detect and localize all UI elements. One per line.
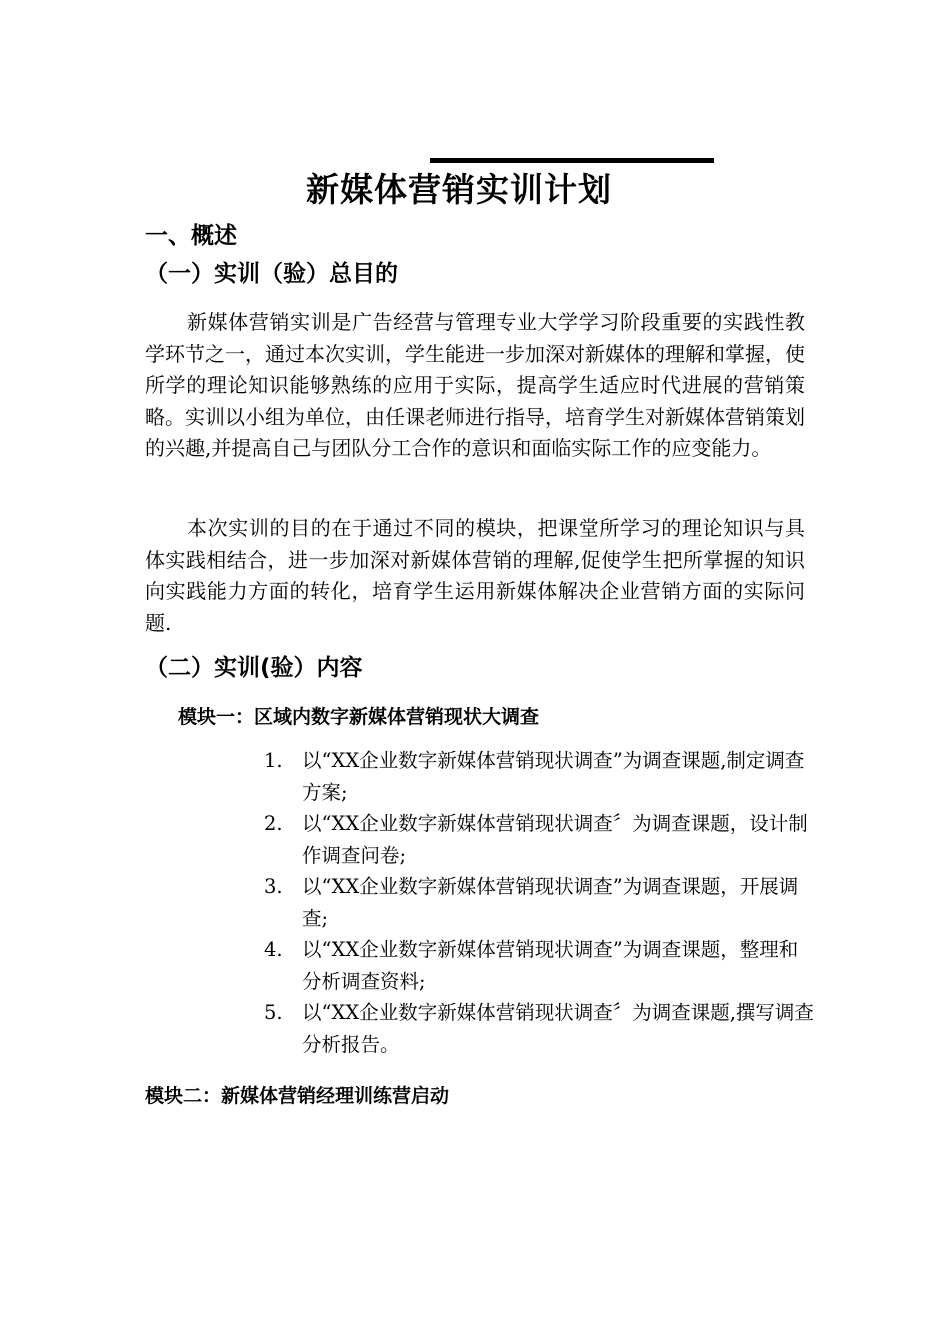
list-item (264, 997, 814, 1060)
header-rule (430, 158, 714, 163)
list-item (264, 745, 814, 808)
list-item (264, 934, 814, 997)
list-item (264, 808, 814, 871)
list-number: 2. (264, 812, 283, 835)
list-text: 以“XX企业数字新媒体营销现状调查〞为调查课题,撰写调查分析报告。 (302, 1001, 814, 1056)
subsection-heading-content: （二）实训(验）内容 (145, 655, 363, 681)
module-one-list (264, 745, 814, 1060)
list-text: 以“XX企业数字新媒体营销现状调查〞为调查课题，设计制作调查问卷; (302, 812, 808, 867)
module-two-title: 模块二：新媒体营销经理训练营启动 (145, 1085, 450, 1107)
list-number: 1. (264, 749, 283, 772)
page-title: 新媒体营销实训计划 (306, 170, 612, 209)
list-number: 5. (264, 1001, 283, 1024)
list-text: 以“XX企业数字新媒体营销现状调查”为调查课题，整理和分析调查资料; (302, 938, 799, 993)
subsection-heading-objective: （一）实训（验）总目的 (145, 261, 398, 287)
list-text: 以“XX企业数字新媒体营销现状调查”为调查课题,制定调查方案; (302, 749, 805, 804)
paragraph-objective-1: 新媒体营销实训是广告经营与管理专业大学学习阶段重要的实践性教学环节之一，通过本次实训，学生能进一步加深对新媒体的理解和掌握，使所学的理论知识能够熟练的应用于实际，提高学生适应时代进展的营销策略。实训以小组为单位，由任课老师进行指导，培育学生对新媒体营销策划的兴趣,并提高自己与团队分工合作的意识和面临实际工作的应变能力。 (145, 310, 805, 460)
paragraph-objective-2: 本次实训的目的在于通过不同的模块，把课堂所学习的理论知识与具体实践相结合，进一步加深对新媒体营销的理解,促使学生把所掌握的知识向实践能力方面的转化，培育学生运用新媒体解决企业营销方面的实际问题. (145, 516, 805, 635)
section-heading-overview: 一、概述 (145, 223, 237, 249)
module-one-title: 模块一：区域内数字新媒体营销现状大调查 (178, 706, 540, 728)
list-number: 3. (264, 875, 283, 898)
list-number: 4. (264, 938, 283, 961)
list-text: 以“XX企业数字新媒体营销现状调查”为调查课题，开展调查; (302, 875, 799, 930)
list-item (264, 871, 814, 934)
